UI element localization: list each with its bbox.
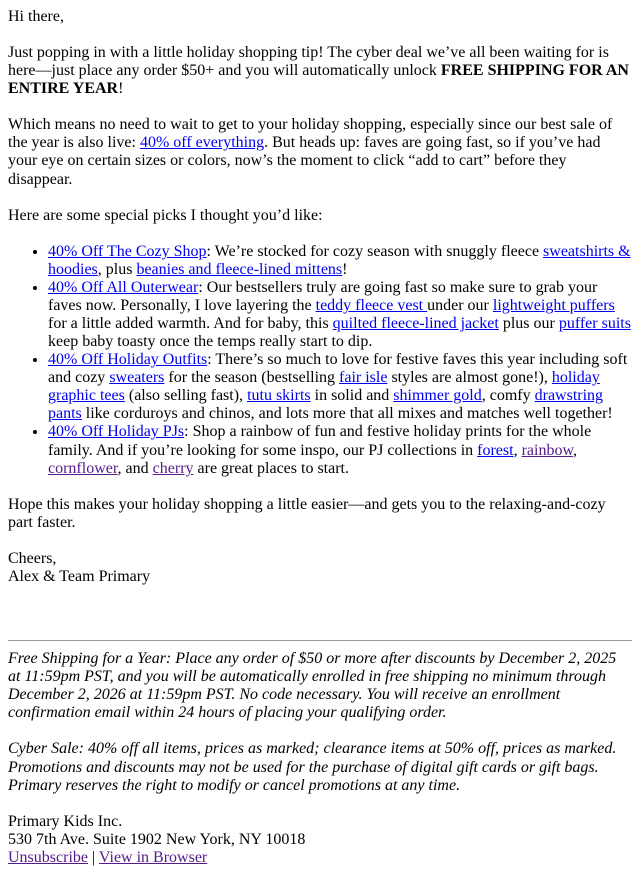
puffer-suits-link[interactable]: puffer suits (558, 315, 631, 333)
greeting (8, 8, 632, 26)
text-segment: Here are some special picks I thought you’d like: (8, 206, 323, 224)
text-segment: : We’re stocked for cozy season with snuggly fleece (206, 242, 544, 260)
list-item-cozy-shop (48, 243, 632, 279)
list-item-outerwear (48, 279, 632, 351)
text-segment: plus our (498, 315, 559, 333)
text-segment: Which means no need to wait to get to your holiday shopping, especially since our best sale of the year is also live: (8, 116, 613, 152)
forest-link[interactable]: forest (477, 441, 514, 459)
text-segment: ! (118, 80, 124, 98)
text-segment: , (572, 441, 577, 459)
cornflower-link[interactable]: cornflower (48, 459, 118, 477)
quilted-fleece-lined-jacket-link[interactable]: quilted fleece-lined jacket (332, 315, 499, 333)
cozy-shop-link[interactable]: 40% Off The Cozy Shop (48, 242, 207, 260)
spacer (8, 604, 632, 622)
teddy-fleece-vest-link[interactable]: teddy fleece vest (315, 296, 428, 314)
text-segment: . But heads up: faves are going fast, so if you’ve had your eye on certain sizes or colors, now’s the moment to click “add to cart” before they disappear. (8, 134, 601, 188)
picks-intro (8, 207, 632, 225)
footer (8, 813, 632, 867)
intro-paragraph (8, 44, 632, 98)
beanies-mittens-link[interactable]: beanies and fleece-lined mittens (136, 260, 343, 278)
lightweight-puffers-link[interactable]: lightweight puffers (492, 296, 615, 314)
signature-closing: Cheers, (8, 549, 57, 567)
text-segment: , plus (97, 260, 137, 278)
unsubscribe-link[interactable]: Unsubscribe (8, 848, 88, 866)
drawstring-pants-link[interactable]: drawstring pants (48, 387, 604, 423)
footer-address: 530 7th Ave. Suite 1902 New York, NY 10018 (8, 830, 306, 848)
text-segment: : Our bestsellers truly are going fast so make sure to grab your faves now. Personally, I love layering the (48, 278, 598, 314)
list-item-holiday-outfits (48, 351, 632, 423)
text-segment: keep baby toasty once the temps really start to dip. (48, 333, 373, 351)
holiday-outfits-link[interactable]: 40% Off Holiday Outfits (48, 351, 208, 369)
text-segment: , (513, 441, 522, 459)
text-segment: Hope this makes your holiday shopping a little easier—and gets you to the relaxing-and-cozy part faster. (8, 495, 606, 531)
footer-company: Primary Kids Inc. (8, 812, 123, 830)
list-item-holiday-pjs (48, 423, 632, 477)
text-segment: for a little added warmth. And for baby, this (48, 315, 333, 333)
text-segment: , comfy (481, 387, 535, 405)
text-segment: styles are almost gone!), (387, 369, 552, 387)
fine-print-cyber-sale: Cyber Sale: 40% off all items, prices as marked; clearance items at 50% off, prices as marked. Promotions and discounts may not be used for the purchase of digital gift cards or gift bags. Primary reserves the right to modify or cancel promotions at any time. (8, 740, 617, 794)
special-picks-list (8, 243, 632, 478)
rainbow-link[interactable]: rainbow (521, 441, 573, 459)
text-segment: (also selling fast), (124, 387, 248, 405)
text-segment: Hi there, (8, 8, 64, 25)
forty-off-everything-link[interactable]: 40% off everything (139, 134, 265, 152)
footer-separator: | (91, 848, 96, 866)
fair-isle-link[interactable]: fair isle (339, 369, 388, 387)
sweatshirts-hoodies-link[interactable]: sweatshirts & hoodies (48, 242, 631, 278)
text-segment: Just popping in with a little holiday shopping tip! The cyber deal we’ve all been waiting for is here—just place any order $50+ and you will automatically unlock (8, 44, 609, 80)
text-segment: like corduroys and chinos, and lots more that all mixes and matches well together! (81, 405, 613, 423)
cherry-link[interactable]: cherry (152, 459, 194, 477)
sale-live-paragraph (8, 116, 632, 188)
sweaters-link[interactable]: sweaters (109, 369, 165, 387)
view-in-browser-link[interactable]: View in Browser (98, 848, 208, 866)
text-segment: in solid and (310, 387, 394, 405)
text-segment: : There’s so much to love for festive faves this year including soft and cozy (48, 351, 628, 387)
hope-paragraph (8, 496, 632, 532)
outerwear-link[interactable]: 40% Off All Outerwear (48, 278, 199, 296)
signature (8, 550, 632, 586)
holiday-graphic-tees-link[interactable]: holiday graphic tees (48, 369, 600, 405)
text-segment: , and (117, 459, 153, 477)
text-segment: for the season (bestselling (164, 369, 340, 387)
text-segment: : Shop a rainbow of fun and festive holiday prints for the whole family. And if you’re looking for some inspo, our PJ collections in (48, 423, 592, 459)
fine-print-free-shipping: Free Shipping for a Year: Place any order of $50 or more after discounts by December 2, 2025 at 11:59pm PST, and you will be automatically enrolled in free shipping no minimum through December 2, 2026 at 11:59pm PST. No code necessary. You will receive an enrollment confirmation email within 24 hours of placing your qualifying order. (8, 650, 617, 722)
tutu-skirts-link[interactable]: tutu skirts (247, 387, 311, 405)
holiday-pjs-link[interactable]: 40% Off Holiday PJs (48, 423, 185, 441)
text-segment: ! (342, 260, 348, 278)
free-shipping-highlight: FREE SHIPPING FOR AN ENTIRE YEAR (8, 62, 629, 98)
divider (8, 640, 632, 641)
shimmer-gold-link[interactable]: shimmer gold (393, 387, 482, 405)
text-segment: under our (427, 296, 493, 314)
text-segment: are great places to start. (193, 459, 349, 477)
email-body (8, 8, 632, 867)
signature-sender: Alex & Team Primary (8, 567, 151, 585)
